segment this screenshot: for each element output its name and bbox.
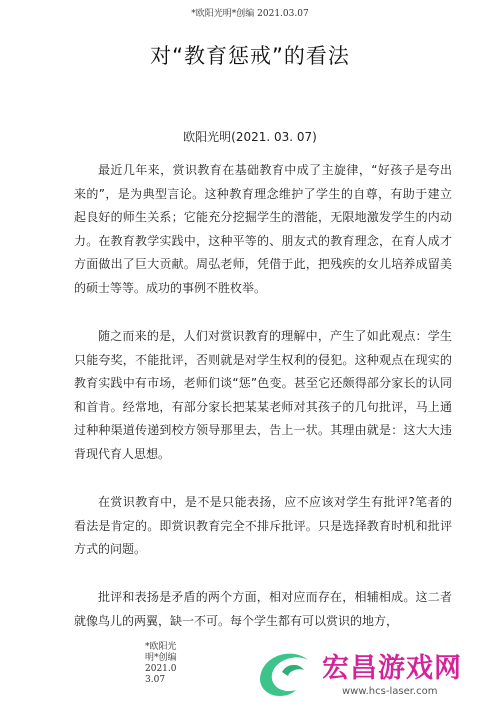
header-note: *欧阳光明*创编 2021.03.07	[191, 9, 309, 19]
watermark-url: www.hcs-laser.com	[342, 686, 438, 697]
paragraph-2: 随之而来的是，人们对赏识教育的理解中，产生了如此观点：学生只能夸奖，不能批评，否则就是对学生权利的侵犯。这种观点在现实的教育实践中有市场，老师们谈“惩”色变。甚至它还颇得部分家长的认同和首肯。经常地，有部分家长把某某老师对其孩子的几句批评，马上通过种种渠道传递到校方领导那里去，告上一状。其理由就是：这大大违背现代育人思想。	[74, 329, 452, 461]
paragraph-3: 在赏识教育中，是不是只能表扬，应不应该对学生有批评?笔者的看法是肯定的。即赏识教育完全不排斥批评。只是选择教育时机和批评方式的问题。	[74, 495, 452, 556]
footer-note: *欧阳光明*创编 2021.03.07	[145, 642, 177, 685]
document-title: 对“教育惩戒”的看法	[150, 44, 350, 68]
dragon-logo-icon	[252, 642, 318, 708]
paragraph-4: 批评和表扬是矛盾的两个方面，相对应而存在，相辅相成。这二者就像鸟儿的两翼，缺一不可。每个学生都有可以赏识的地方，	[74, 590, 452, 628]
site-watermark	[250, 640, 500, 707]
author-date-line: 欧阳光明(2021. 03. 07)	[183, 130, 317, 144]
watermark-site-name: 宏昌游戏网	[322, 653, 462, 684]
paragraph-1: 最近几年来，赏识教育在基础教育中成了主旋律，“好孩子是夸出来的”，是为典型言论。这种教育理念维护了学生的自尊，有助于建立起良好的师生关系；它能充分挖掘学生的潜能，无限地激发学生的内动力。在教育教学实践中，这种平等的、朋友式的教育理念，在育人成才方面做出了巨大贡献。周弘老师，凭借于此，把残疾的女儿培养成留美的硕士等等。成功的事例不胜枚举。	[74, 163, 452, 295]
